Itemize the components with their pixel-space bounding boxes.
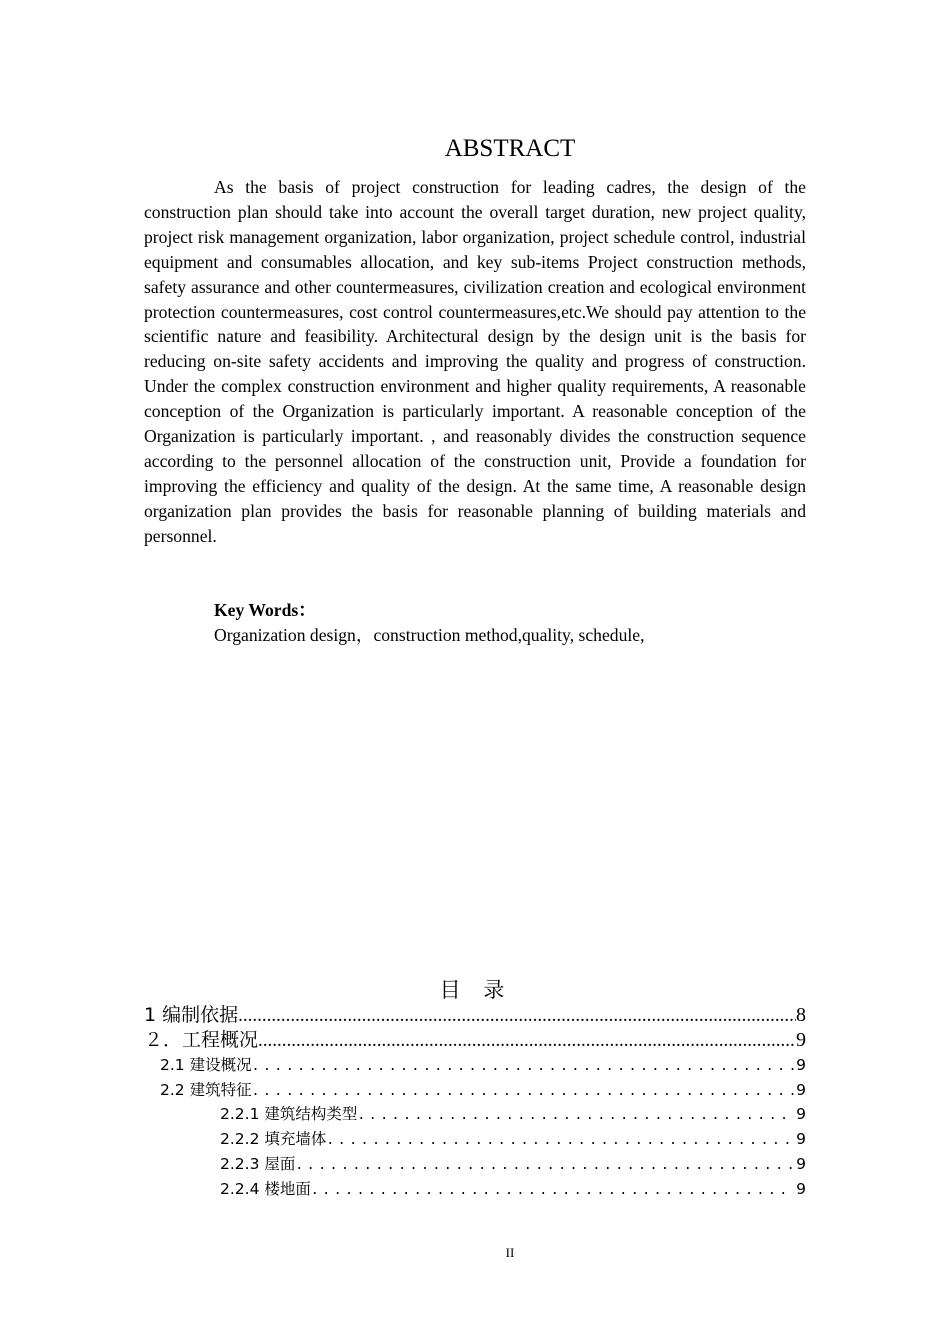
toc-entry-label: 1 编制依据 xyxy=(144,1004,239,1026)
toc-entry-2-2-3[interactable] xyxy=(220,1152,806,1178)
toc-entry-page: 9 xyxy=(796,1180,806,1198)
toc-entry-page: 9 xyxy=(796,1105,806,1123)
toc-entry-page: 9 xyxy=(796,1056,806,1074)
toc-title: 目 录 xyxy=(439,978,513,1002)
toc-leader-dots xyxy=(238,1003,796,1029)
toc-entry-label: 2.2.3 屋面 xyxy=(220,1155,296,1173)
toc-entry-label: 2.2.1 建筑结构类型 xyxy=(220,1105,358,1123)
toc-entry-label: 2.1 建设概况 xyxy=(160,1056,252,1074)
toc-entry-2[interactable] xyxy=(144,1027,806,1054)
page-number: II xyxy=(505,1245,515,1260)
toc-entry-page: 9 xyxy=(796,1155,806,1173)
toc-entry-2-2[interactable] xyxy=(160,1078,806,1104)
toc-leader-dots xyxy=(357,1104,794,1128)
toc-entry-page: 9 xyxy=(796,1081,806,1099)
toc-entry-label: 2.2.4 楼地面 xyxy=(220,1180,311,1198)
toc-leader-dots xyxy=(258,1028,796,1054)
toc-entry-2-2-2[interactable] xyxy=(220,1127,806,1153)
abstract-title: ABSTRACT xyxy=(444,135,576,162)
toc-leader-dots xyxy=(311,1179,794,1203)
toc-entry-2-1[interactable] xyxy=(160,1053,806,1079)
toc-entry-label: 2.2 建筑特征 xyxy=(160,1081,252,1099)
keywords-text: Organization design，construction method,quality, schedule, xyxy=(214,625,645,645)
toc-leader-dots xyxy=(252,1080,795,1104)
toc-entry-page: 9 xyxy=(796,1130,806,1148)
toc-leader-dots xyxy=(295,1154,794,1178)
toc-entry-page: 9 xyxy=(796,1029,806,1051)
toc-entry-label: 2.2.2 填充墙体 xyxy=(220,1130,327,1148)
toc-leader-dots xyxy=(252,1055,795,1079)
abstract-body: As the basis of project construction for leading cadres, the design of the construction plan should take into account the overall target duration, new project quality, project risk management organization, labor organization, project schedule control, industrial equipment and consumables allocation, and key sub-items Project construction methods, safety assurance and other countermeasures, civilization creation and ecological environment protection countermeasures, cost control countermeasures,etc.We should pay attention to the scientific nature and feasibility. Architectural design by the design unit is the basis for reducing on-site safety accidents and improving the quality and progress of construction. Under the complex construction environment and higher quality requirements, A reasonable conception of the Organization is particularly important. A reasonable conception of the Organization is particularly important. , and reasonably divides the construction sequence according to the personnel allocation of the construction unit, Provide a foundation for improving the efficiency and quality of the design. At the same time, A reasonable design organization plan provides the basis for reasonable planning of building materials and personnel. xyxy=(144,177,806,546)
toc-entry-1[interactable] xyxy=(144,1002,806,1029)
toc-entry-label: ２．工程概况 xyxy=(144,1029,259,1051)
toc-entry-2-2-4[interactable] xyxy=(220,1177,806,1203)
toc-entry-page: 8 xyxy=(796,1004,806,1026)
toc-leader-dots xyxy=(326,1129,794,1153)
toc-entry-2-2-1[interactable] xyxy=(220,1102,806,1128)
keywords-label: Key Words： xyxy=(214,600,316,620)
